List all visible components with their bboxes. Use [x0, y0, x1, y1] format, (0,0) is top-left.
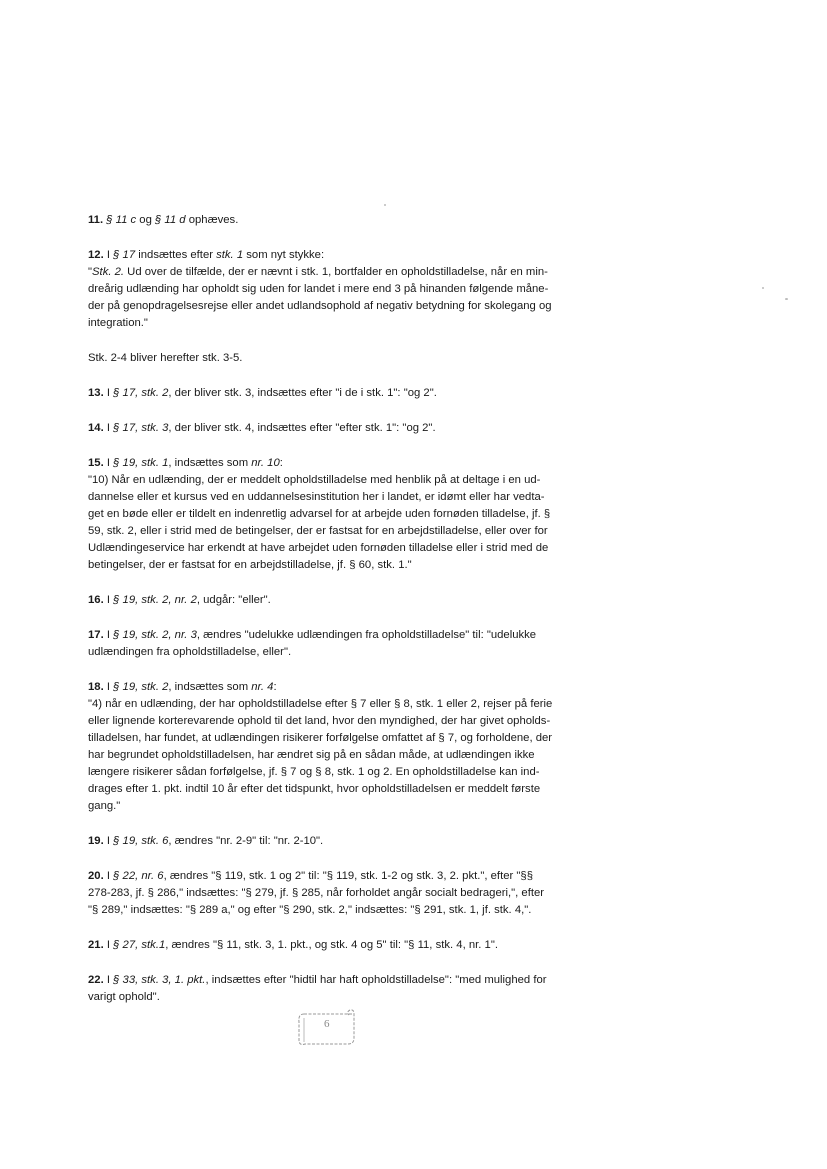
amendment-line [88, 730, 588, 747]
line-text: dannelse eller et kursus ved en uddannelsesinstitution her i landet, er idømt eller har vedta- [88, 491, 545, 503]
item-number: 16. [88, 594, 107, 606]
item-number: 21. [88, 939, 107, 951]
amendment-line [88, 281, 588, 298]
item-number: 12. [88, 249, 107, 261]
amendment-item [88, 420, 588, 437]
line-text: betingelser, der er fastsat for en arbejdstilladelse, jf. § 60, stk. 1." [88, 559, 412, 571]
line-text: I § 33, stk. 3, 1. pkt., indsættes efter "hidtil har haft opholdstilladelse": "med mulighed for [106, 974, 547, 986]
line-text: "4) når en udlænding, der har opholdstilladelse efter § 7 eller § 8, stk. 1 eller 2, rejser på ferie [88, 698, 553, 710]
line-text: I § 22, nr. 6, ændres "§ 119, stk. 1 og 2" til: "§ 119, stk. 1-2 og stk. 3, 2. pkt.", efter "§§ [106, 870, 533, 882]
line-text: eller lignende korterevarende ophold til det land, hvor den myndighed, der har givet opholds- [88, 715, 551, 727]
line-text: I § 19, stk. 2, indsættes som nr. 4: [106, 681, 277, 693]
amendment-line [88, 506, 588, 523]
amendment-item [88, 937, 588, 954]
amendment-line [88, 696, 588, 713]
line-text: "Stk. 2. Ud over de tilfælde, der er nævnt i stk. 1, bortfalder en opholdstilladelse, når en min- [88, 266, 548, 278]
line-text: varigt ophold". [88, 991, 160, 1003]
scan-speck [762, 287, 764, 289]
item-number: 11. [88, 214, 107, 226]
line-text: 59, stk. 2, eller i strid med de betingelser, der er fastsat for en arbejdstilladelse, eller over for [88, 525, 548, 537]
amendment-item [88, 833, 588, 850]
line-text: gang." [88, 800, 121, 812]
amendment-line [88, 385, 588, 402]
line-text: drages efter 1. pkt. indtil 10 år efter det tidspunkt, hvor opholdstilladelsen er meddelt første [88, 783, 541, 795]
amendment-line [88, 937, 588, 954]
line-text: 278-283, jf. § 286," indsættes: "§ 279, jf. § 285, når forholdet angår socialt bedrageri,", efter [88, 887, 545, 899]
item-number: 19. [88, 835, 107, 847]
amendment-item [88, 592, 588, 609]
line-text: integration." [88, 317, 148, 329]
amendment-line [88, 350, 588, 367]
item-number: 14. [88, 422, 107, 434]
amendment-line [88, 868, 588, 885]
item-number: 18. [88, 681, 107, 693]
amendment-line [88, 902, 588, 919]
amendment-item [88, 385, 588, 402]
amendment-item [88, 868, 588, 919]
document-body [88, 212, 588, 1024]
amendment-line [88, 781, 588, 798]
line-text: I § 19, stk. 6, ændres "nr. 2-9" til: "nr. 2-10". [106, 835, 324, 847]
scan-speck [785, 298, 788, 300]
line-text: har begrundet opholdstilladelsen, har ændret sig på en sådan måde, at udlændingen ikke [88, 749, 535, 761]
amendment-line [88, 764, 588, 781]
amendment-line [88, 557, 588, 574]
amendment-line [88, 798, 588, 815]
amendment-line [88, 747, 588, 764]
line-text: udlændingen fra opholdstilladelse, eller". [88, 646, 292, 658]
amendment-line [88, 833, 588, 850]
line-text: I § 19, stk. 2, nr. 3, ændres "udelukke udlændingen fra opholdstilladelse" til: "udelukke [106, 629, 537, 641]
amendment-item [88, 247, 588, 332]
amendment-line [88, 523, 588, 540]
amendment-line [88, 247, 588, 264]
amendment-line [88, 989, 588, 1006]
line-text: Udlændingeservice har erkendt at have arbejdet uden fornøden tilladelse eller i strid med de [88, 542, 549, 554]
line-text: "10) Når en udlænding, der er meddelt opholdstilladelse med henblik på at deltage i en ud- [88, 474, 541, 486]
line-text: I § 19, stk. 2, nr. 2, udgår: "eller". [106, 594, 271, 606]
scan-speck [384, 204, 386, 206]
line-text: get en bøde eller er tildelt en indenretlig advarsel for at arbejde uden fornøden tilladelse, jf. § [88, 508, 551, 520]
amendment-line [88, 472, 588, 489]
amendment-line [88, 420, 588, 437]
line-text: dreårig udlænding har opholdt sig uden for landet i mere end 3 på hinanden følgende måne- [88, 283, 549, 295]
amendment-line [88, 264, 588, 281]
amendment-line [88, 489, 588, 506]
item-number: 15. [88, 457, 107, 469]
amendment-item [88, 972, 588, 1006]
line-text: I § 17 indsættes efter stk. 1 som nyt stykke: [106, 249, 325, 261]
amendment-item [88, 455, 588, 574]
line-text: I § 19, stk. 1, indsættes som nr. 10: [106, 457, 283, 469]
amendment-line [88, 713, 588, 730]
amendment-line [88, 592, 588, 609]
amendment-line [88, 644, 588, 661]
line-text: tilladelsen, har fundet, at udlændingen risikerer forfølgelse omfattet af § 7, og forholdene, der [88, 732, 553, 744]
line-text: længere risikerer sådan forfølgelse, jf. § 7 og § 8, stk. 1 og 2. En opholdstilladelse kan ind- [88, 766, 540, 778]
item-number: 17. [88, 629, 107, 641]
amendment-line [88, 627, 588, 644]
line-text: der på genopdragelsesrejse eller andet udlandsophold af negativ betydning for skolegang og [88, 300, 552, 312]
item-number: 13. [88, 387, 107, 399]
item-number: 20. [88, 870, 107, 882]
line-text: Stk. 2-4 bliver herefter stk. 3-5. [88, 352, 243, 364]
line-text: I § 27, stk.1, ændres "§ 11, stk. 3, 1. pkt., og stk. 4 og 5" til: "§ 11, stk. 4, nr. 1". [106, 939, 498, 951]
line-text: "§ 289," indsættes: "§ 289 a," og efter "§ 290, stk. 2," indsættes: "§ 291, stk. 1, jf. stk. 4,". [88, 904, 532, 916]
line-text: I § 17, stk. 2, der bliver stk. 3, indsættes efter "i de i stk. 1": "og 2". [106, 387, 437, 399]
amendment-line [88, 679, 588, 696]
amendment-item [88, 627, 588, 661]
amendment-line [88, 315, 588, 332]
amendment-item [88, 350, 588, 367]
line-text: § 11 c og § 11 d ophæves. [106, 214, 239, 226]
amendment-line [88, 212, 588, 229]
amendment-line [88, 972, 588, 989]
line-text: I § 17, stk. 3, der bliver stk. 4, indsættes efter "efter stk. 1": "og 2". [106, 422, 436, 434]
amendment-line [88, 455, 588, 472]
amendment-item [88, 679, 588, 815]
item-number: 22. [88, 974, 107, 986]
amendment-line [88, 540, 588, 557]
page-number: 6 [324, 1018, 330, 1030]
amendment-line [88, 298, 588, 315]
amendment-line [88, 885, 588, 902]
page-number-scroll [296, 1008, 358, 1044]
amendment-item [88, 212, 588, 229]
